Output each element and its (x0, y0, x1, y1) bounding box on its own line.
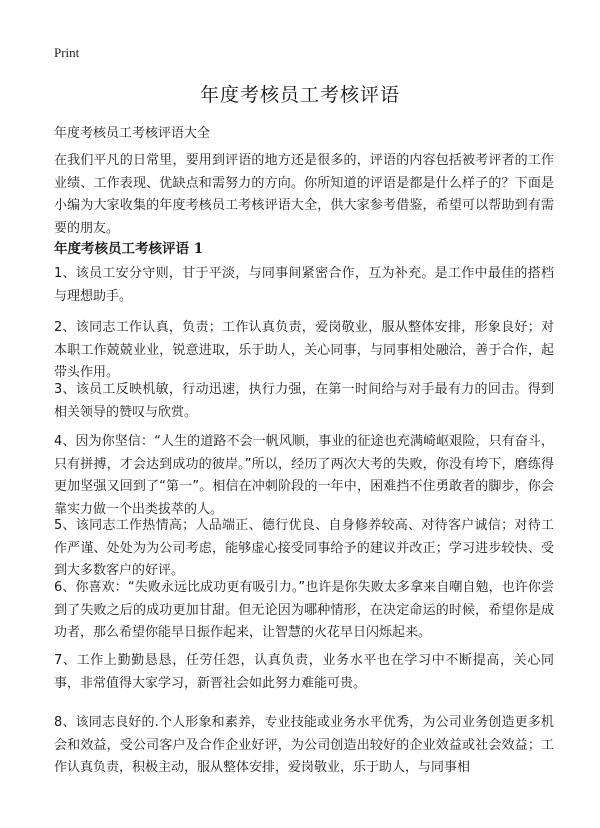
list-item: 5、该同志工作热情高；人品端正、德行优良、自身修养较高、对待客户诚信；对待工作严谨、处处为为公司考虑，能够虚心接受同事给予的建议并改正；学习进步较快、受到大多数客户的好评。 (54, 518, 554, 578)
list-item: 2、该同志工作认真，负责；工作认真负责，爱岗敬业，服从整体安排，形象良好；对本职工作兢兢业业，锐意进取，乐于助人，关心同事，与同事相处融洽，善于合作，起带头作用。 (54, 320, 554, 380)
section-heading: 年度考核员工考核评语 1 (54, 241, 204, 257)
list-item: 8、该同志良好的.个人形象和素养，专业技能或业务水平优秀，为公司业务创造更多机会和效益，受公司客户及合作企业好评，为公司创造出较好的企业效益或社会效益；工作认真负责，积极主动，服从整体安排，爱岗敬业，乐于助人，与同事相 (54, 715, 554, 775)
intro-paragraph: 在我们平凡的日常里，要用到评语的地方还是很多的，评语的内容包括被考评者的工作业绩、工作表现、优缺点和需努力的方向。你所知道的评语是都是什么样子的？下面是小编为大家收集的年度考核员工考核评语大全，供大家参考借鉴，希望可以帮助到有需要的朋友。 (54, 153, 554, 236)
document-subtitle: 年度考核员工考核评语大全 (54, 126, 211, 141)
list-item: 1、该员工安分守则，甘于平淡，与同事间紧密合作，互为补充。是工作中最佳的搭档与理想助手。 (54, 266, 554, 304)
list-item: 3、该员工反映机敏，行动迅速，执行力强，在第一时间给与对手最有力的回击。得到相关领导的赞叹与欣赏。 (54, 382, 554, 420)
list-item: 6、你喜欢：“失败永远比成功更有吸引力。”也许是你失败太多拿来自嘲自勉，也许你尝到了失败之后的成功更加甘甜。但无论因为哪种情形，在决定命运的时候，希望你是成功者，那么希望你能早日振作起来，让智慧的火花早日闪烁起来。 (54, 580, 554, 640)
print-label: Print (54, 45, 80, 60)
list-item: 4、因为你坚信：“人生的道路不会一帆风顺，事业的征途也充满崎岖艰险，只有奋斗，只有拼搏，才会达到成功的彼岸。”所以，经历了两次大考的失败，你没有垮下，磨练得更加坚强又回到了“第一”。相信在冲刺阶段的一年中，困难挡不住勇敢者的脚步，你会靠实力做一个出类拔萃的人。 (54, 434, 554, 517)
list-item: 7、工作上勤勤恳恳，任劳任怨，认真负责，业务水平也在学习中不断提高，关心同事，非常值得大家学习，新晋社会如此努力难能可贵。 (54, 653, 554, 691)
page-title: 年度考核员工考核评语 (199, 84, 400, 106)
